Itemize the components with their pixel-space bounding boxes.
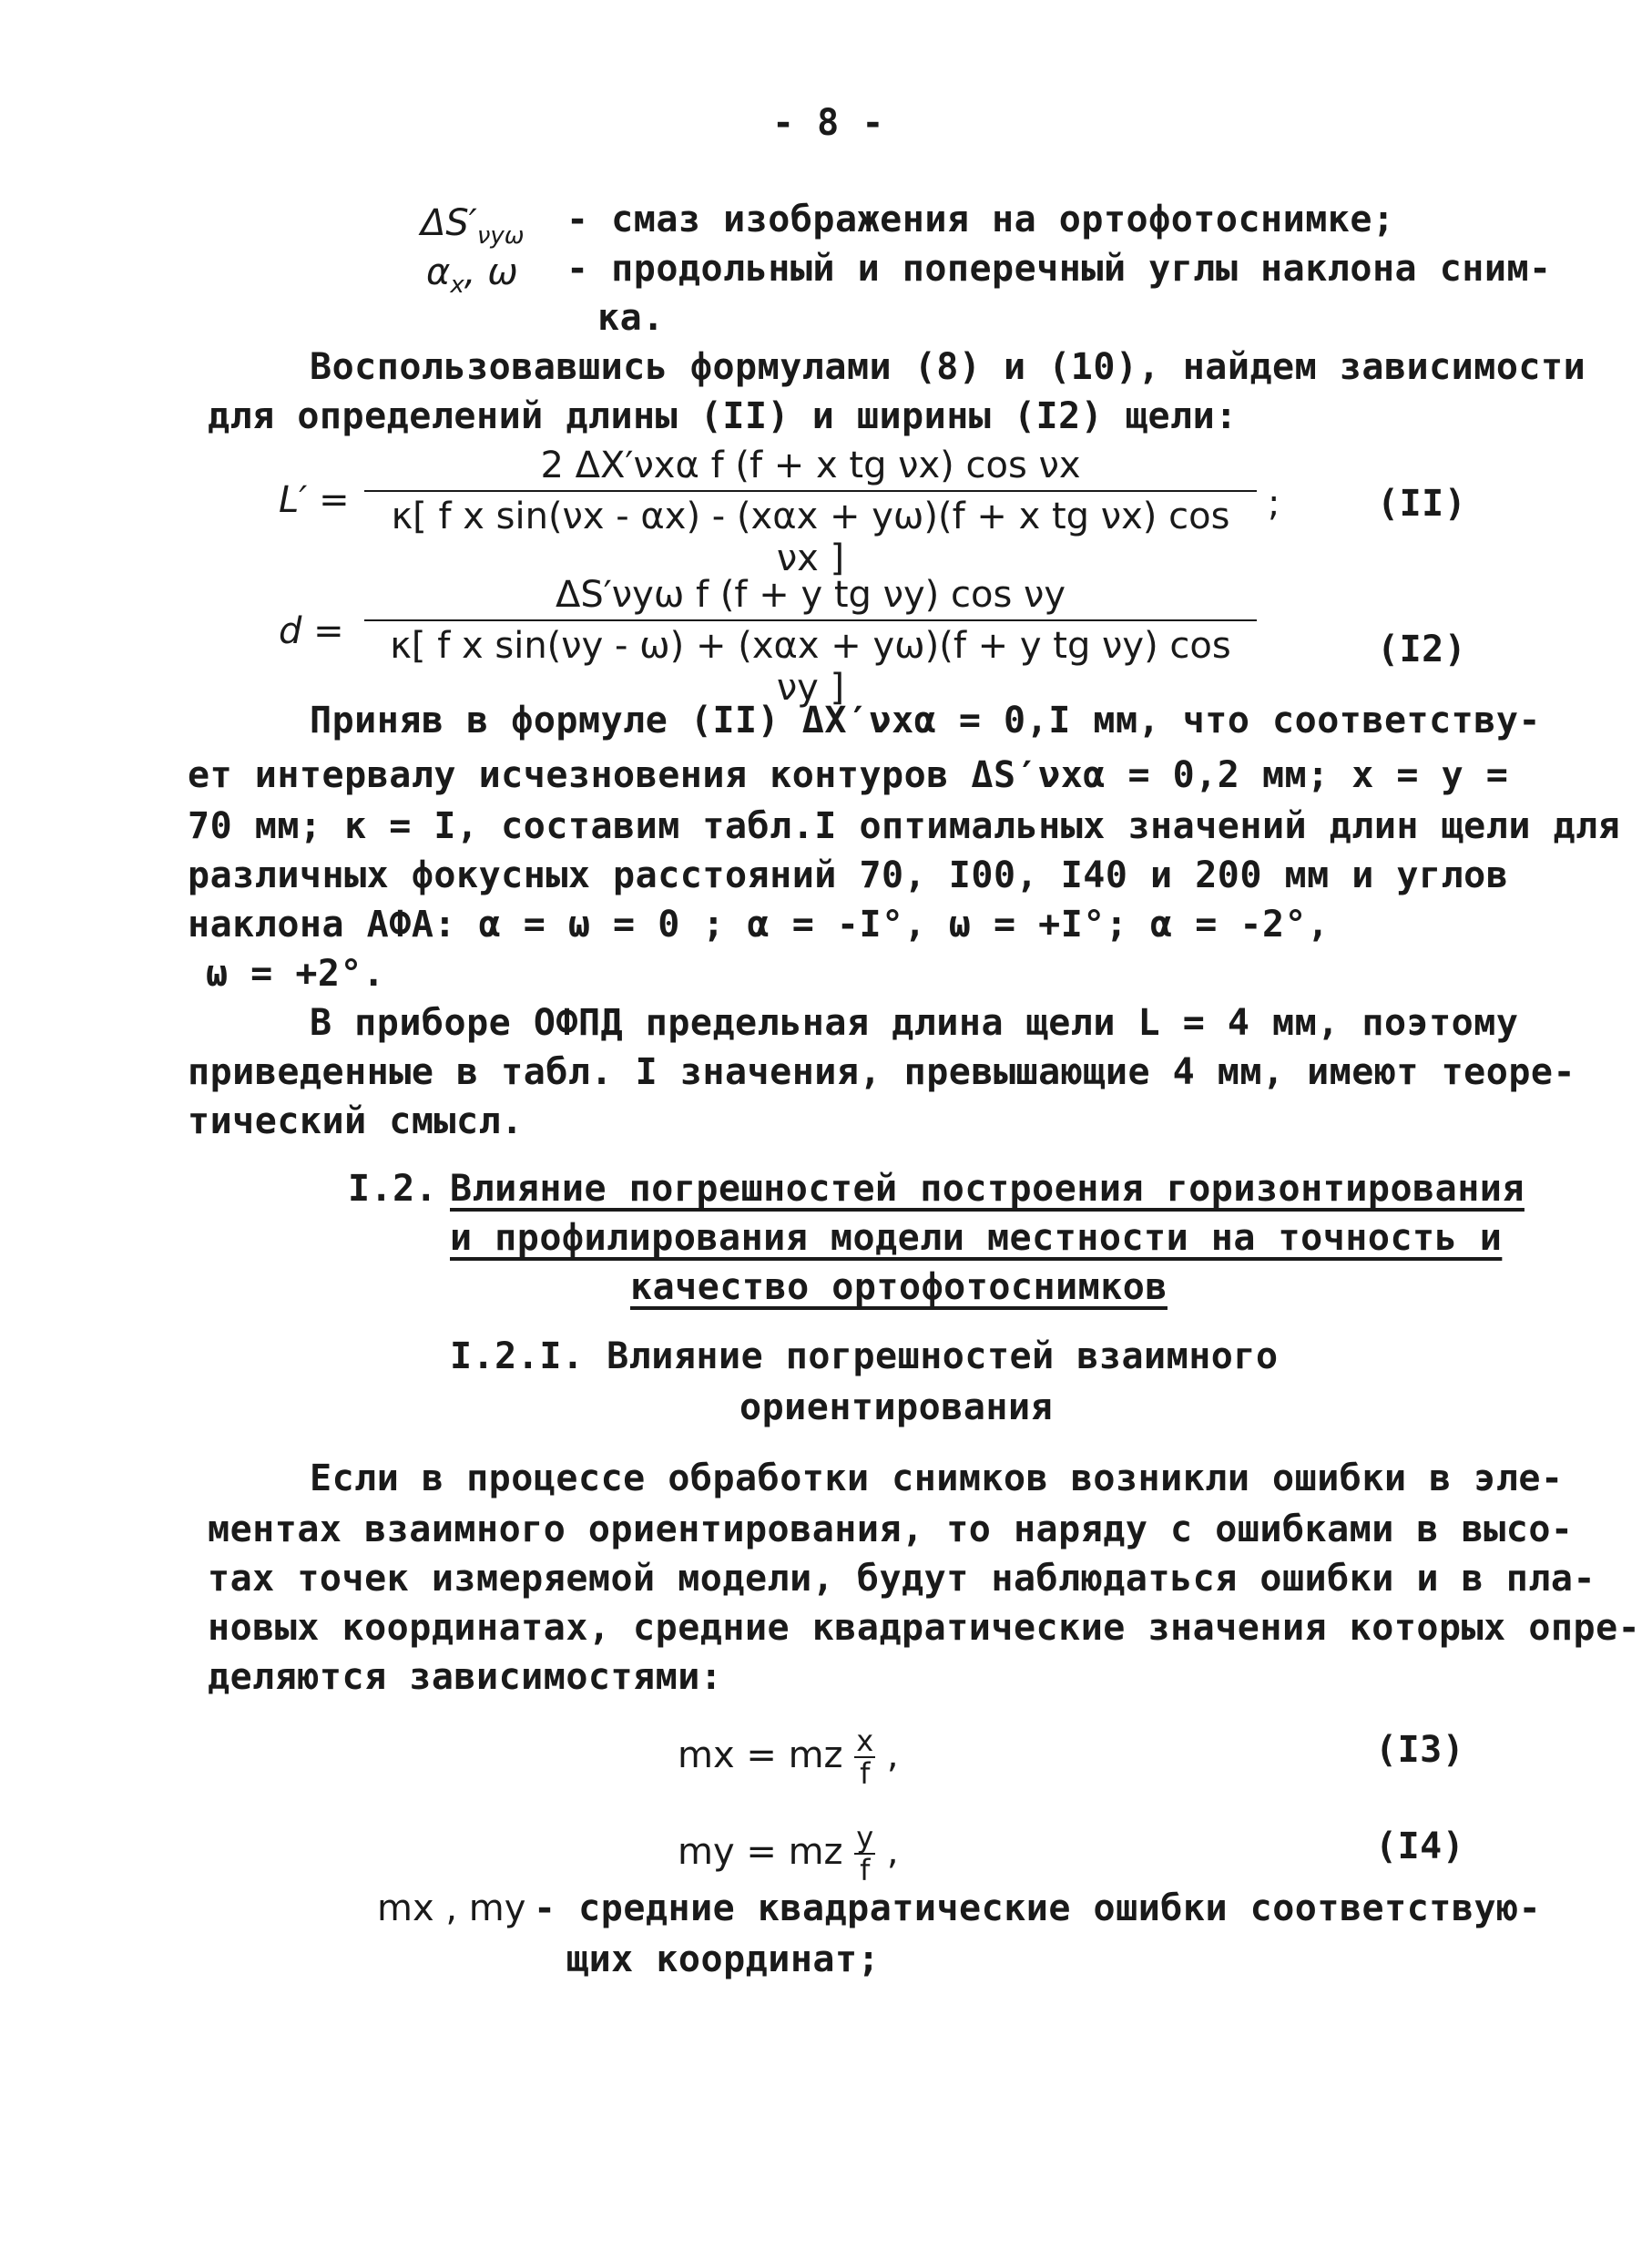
section-number: I.2. (348, 1168, 438, 1210)
para2-line-4: различных фокусных расстояний 70, I00, I40 и 200 мм и углов (188, 854, 1509, 896)
para2-line-1: Приняв в формуле (II) ΔX′νxα = 0,I мм, что соответству- (310, 700, 1542, 741)
page-number: - 8 - (772, 102, 884, 144)
formula13-frac-bottom: f (860, 1756, 871, 1791)
legend2-line-2: щих координат; (566, 1938, 881, 1980)
formula14-frac-top: y (856, 1820, 874, 1855)
formula11-lhs: L′ = (279, 479, 350, 521)
subsection-title-line-2: ориентирования (739, 1386, 1054, 1428)
formula12-denominator: κ[ f x sin(νy - ω) + (xαx + yω)(f + y tg νy) cos νy ] (390, 625, 1231, 709)
para1-line-1: Воспользовавшись формулами (8) и (10), найдем зависимости (310, 346, 1586, 388)
formula14-lhs: my = mz (678, 1831, 843, 1873)
subsection-title-line-1: I.2.I. Влияние погрешностей взаимного (450, 1335, 1279, 1377)
para2-line-5: наклона АФА: α = ω = 0 ; α = -I°, ω = +I°; α = -2°, (188, 904, 1330, 946)
legend-line-3: ка. (597, 297, 665, 339)
symbol-delta-s: $\Delta S'_{\nu y\omega}$ (421, 202, 525, 250)
formula12-lhs: d = (279, 610, 344, 652)
para4-line-5: деляются зависимостями: (208, 1656, 723, 1698)
section-title-line-1: Влияние погрешностей построения горизонтирования (450, 1168, 1525, 1210)
formula11-numerator: 2 ΔX′νxα f (f + x tg νx) cos νx (364, 445, 1257, 492)
formula13-fraction (854, 1725, 875, 1789)
para4-line-3: тах точек измеряемой модели, будут наблюдаться ошибки и в пла- (208, 1558, 1596, 1600)
formula13-label: (I3) (1375, 1729, 1465, 1771)
para3-line-3: тический смысл. (188, 1100, 524, 1142)
para2-line-2: ет интервалу исчезновения контуров ΔS′νxα = 0,2 мм; x = y = (188, 754, 1509, 796)
formula14-tail: , (886, 1831, 899, 1873)
section-title-line-2: и профилирования модели местности на точность и (450, 1217, 1503, 1259)
para2-line-3: 70 мм; κ = I, составим табл.I оптимальных значений длин щели для (188, 805, 1621, 847)
para3-line-1: В приборе ОФПД предельная длина щели L = 4 мм, поэтому (310, 1002, 1519, 1044)
formula13-tail: , (886, 1734, 899, 1776)
formula11-denominator: κ[ f x sin(νx - αx) - (xαx + yω)(f + x tg νx) cos νx ] (391, 496, 1230, 579)
formula13-frac-top: x (856, 1723, 874, 1758)
formula13 (678, 1725, 899, 1789)
formula14-label: (I4) (1375, 1826, 1465, 1867)
para3-line-2: приведенные в табл. I значения, превышающие 4 мм, имеют теоре- (188, 1051, 1576, 1093)
para4-line-4: новых координатах, средние квадратические значения которых опре- (208, 1607, 1641, 1649)
legend-line-1: - смаз изображения на ортофотоснимке; (566, 199, 1395, 240)
formula12-numerator: ΔS′νyω f (f + y tg νy) cos νy (364, 574, 1257, 621)
symbol-mx-my: mx , my (377, 1887, 526, 1929)
formula11-label: (II) (1377, 483, 1467, 525)
section-title-line-3: качество ортофотоснимков (630, 1266, 1168, 1308)
formula11-tail: ; (1268, 483, 1280, 525)
legend2-line-1: - средние квадратические ошибки соответствую- (534, 1887, 1542, 1929)
formula11-fraction (364, 445, 1257, 579)
formula14 (678, 1822, 899, 1886)
symbol-alpha-omega: $\alpha_x$, ω (426, 251, 518, 299)
para1-line-2: для определений длины (II) и ширины (I2) щели: (208, 395, 1238, 437)
para4-line-1: Если в процессе обработки снимков возникли ошибки в эле- (310, 1457, 1564, 1499)
formula12-label: (I2) (1377, 629, 1467, 670)
formula14-fraction (854, 1822, 875, 1886)
legend-line-2: - продольный и поперечный углы наклона сним- (566, 248, 1552, 290)
para2-line-6: ω = +2°. (206, 953, 385, 995)
formula12-fraction (364, 574, 1257, 709)
para4-line-2: ментах взаимного ориентирования, то наряду с ошибками в высо- (208, 1509, 1574, 1550)
formula13-lhs: mx = mz (678, 1734, 843, 1776)
formula14-frac-bottom: f (860, 1853, 871, 1887)
